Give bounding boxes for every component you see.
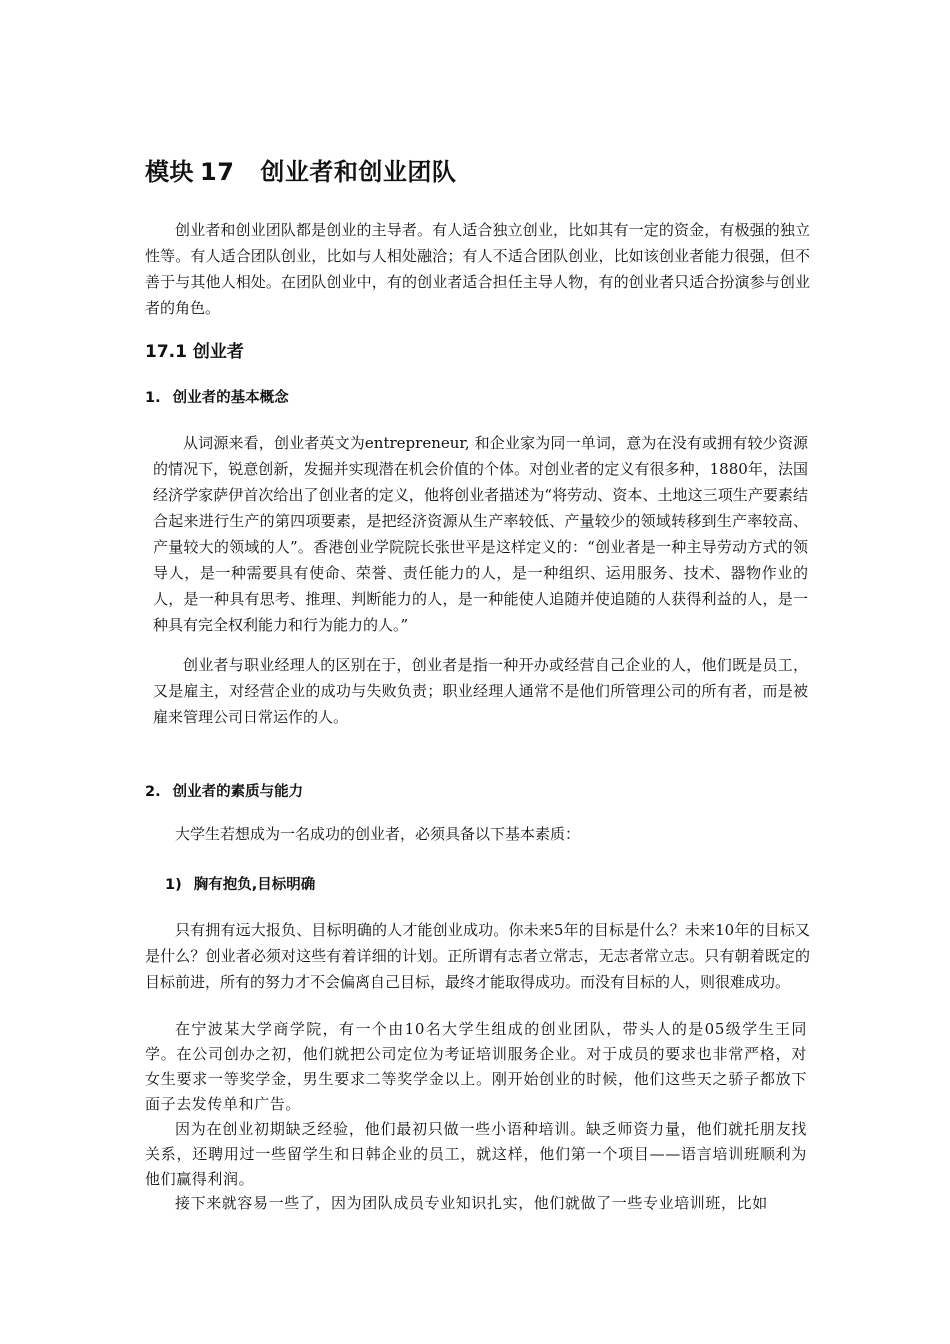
item-1-number: 1) <box>165 877 182 893</box>
definition-paragraph: 从词源来看，创业者英文为entrepreneur, 和企业家为同一单词，意为在没有或拥有较少资源的情况下，锐意创新，发掘并实现潜在机会价值的个体。对创业者的定义有很多种，1880年，法国经济学家萨伊首次给出了创业者的定义，他将创业者描述为“将劳动、资本、土地这三项生产要素结合起来进行生产的第四项要素，是把经济资源从生产率较低、产量较少的领域转移到生产率较高、产量较大的领域的人”。香港创业学院院长张世平是这样定义的：“创业者是一种主导劳动方式的领导人，是一种需要具有使命、荣誉、责任能力的人，是一种组织、运用服务、技术、器物作业的人，是一种具有思考、推理、判断能力的人，是一种能使人追随并使追随的人获得利益的人，是一种具有完全权利能力和行为能力的人。” <box>153 434 808 634</box>
subsection-2-number: 2. <box>145 784 161 800</box>
case-paragraph-3: 接下来就容易一些了，因为团队成员专业知识扎实，他们就做了一些专业培训班，比如 <box>175 1194 768 1212</box>
case-paragraph-2: 因为在创业初期缺乏经验，他们最初只做一些小语种培训。缺乏师资力量，他们就托朋友找关系，还聘用过一些留学生和日韩企业的员工，就这样，他们第一个项目——语言培训班顺利为他们赢得利润。 <box>145 1120 807 1188</box>
item-1-title: 胸有抱负,目标明确 <box>193 877 316 893</box>
difference-paragraph: 创业者与职业经理人的区别在于，创业者是指一种开办或经营自己企业的人，他们既是员工，又是雇主，对经营企业的成功与失败负责；职业经理人通常不是他们所管理公司的所有者，而是被雇来管理公司日常运作的人。 <box>153 656 808 726</box>
goal-paragraph: 只有拥有远大报负、目标明确的人才能创业成功。你未来5年的目标是什么？未来10年的目标又是什么？创业者必须对这些有着详细的计划。正所谓有志者立常志，无志者常立志。只有朝着既定的目标前进，所有的努力才不会偏离自己目标，最终才能取得成功。而没有目标的人，则很难成功。 <box>145 921 810 991</box>
subsection-2-title: 创业者的素质与能力 <box>172 784 304 800</box>
section-heading: 17.1 创业者 <box>145 342 244 362</box>
qualities-lead-paragraph: 大学生若想成为一名成功的创业者，必须具备以下基本素质： <box>175 825 581 843</box>
module-number: 17 <box>200 158 235 186</box>
subsection-1-number: 1. <box>145 390 161 406</box>
intro-paragraph: 创业者和创业团队都是创业的主导者。有人适合独立创业，比如其有一定的资金，有极强的独立性等。有人适合团队创业，比如与人相处融洽；有人不适合团队创业，比如该创业者能力很强，但不善于与其他人相处。在团队创业中，有的创业者适合担任主导人物，有的创业者只适合扮演参与创业者的角色。 <box>145 221 810 317</box>
subsection-1-title: 创业者的基本概念 <box>172 390 289 406</box>
page-title <box>145 152 456 187</box>
case-paragraph-1: 在宁波某大学商学院，有一个由10名大学生组成的创业团队，带头人的是05级学生王同学。在公司创办之初，他们就把公司定位为考证培训服务企业。对于成员的要求也非常严格，对女生要求一等奖学金，男生要求二等奖学金以上。刚开始创业的时候，他们这些天之骄子都放下面子去发传单和广告。 <box>145 1020 807 1113</box>
item-1-heading <box>165 873 315 894</box>
module-title-text: 创业者和创业团队 <box>260 158 457 186</box>
module-label: 模块 <box>145 158 194 186</box>
subsection-2-heading <box>145 780 303 801</box>
subsection-1-heading <box>145 386 289 407</box>
